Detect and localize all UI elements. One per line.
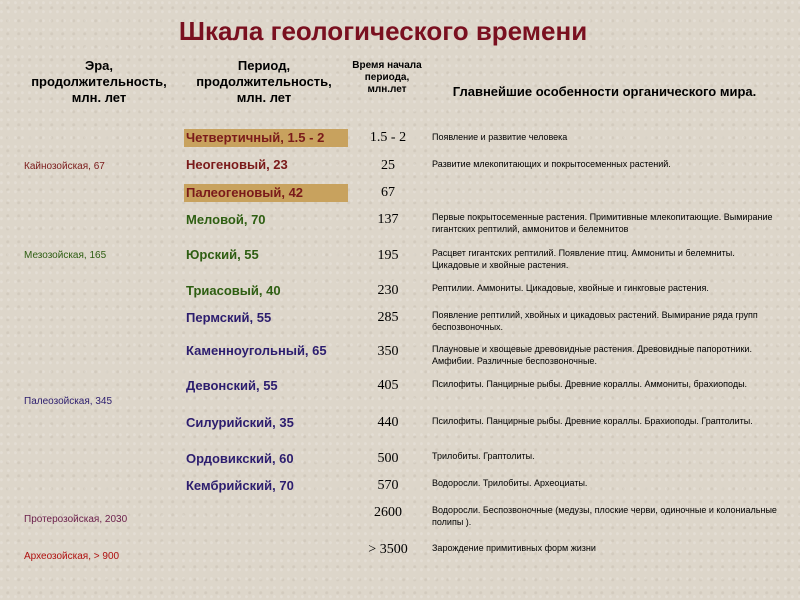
period-permian: Пермский, 55 [186, 310, 272, 325]
era-proterozoic: Протерозойская, 2030 [24, 514, 128, 525]
period-neogene: Неогеновый, 23 [186, 157, 288, 172]
header-features: Главнейшие особенности органического мира. [452, 84, 757, 99]
period-cambrian: Кембрийский, 70 [186, 478, 294, 493]
era-archean: Археозойская, > 900 [24, 551, 120, 562]
features-devonian: Псилофиты. Панцирные рыбы. Древние кораллы. Аммониты, брахиоподы. [432, 379, 748, 389]
start-cretaceous: 137 [377, 212, 399, 227]
start-archean: > 3500 [368, 542, 408, 557]
features-proterozoic: Водоросли. Беспозвоночные (медузы, плоские черви, одиночные и колониальные полипы ). [432, 505, 777, 527]
period-ordovician: Ордовикский, 60 [186, 451, 294, 466]
start-triassic: 230 [377, 283, 399, 298]
start-carboniferous: 350 [377, 344, 399, 359]
header-era: Эра, продолжительность, млн. лет [31, 58, 167, 105]
era-paleozoic: Палеозойская, 345 [24, 396, 113, 407]
period-carboniferous: Каменноугольный, 65 [186, 343, 327, 358]
features-ordovician: Трилобиты. Граптолиты. [432, 451, 535, 461]
features-cretaceous: Первые покрытосеменные растения. Примитивные млекопитающие. Вымирание гигантских рептилий, аммонитов и белемнитов [432, 212, 773, 234]
start-permian: 285 [377, 310, 399, 325]
features-jurassic: Расцвет гигантских рептилий. Появление птиц. Аммониты и белемниты. Цикадовые и хвойные растения. [432, 248, 735, 270]
start-cambrian: 570 [377, 478, 399, 493]
period-quaternary: Четвертичный, 1.5 - 2 [186, 130, 325, 145]
features-archean: Зарождение примитивных форм жизни [432, 543, 596, 553]
period-cretaceous: Меловой, 70 [186, 212, 266, 227]
features-silurian: Псилофиты. Панцирные рыбы. Древние кораллы. Брахиоподы. Граптолиты. [432, 416, 753, 426]
page-title: Шкала геологического времени [178, 16, 588, 46]
start-paleogene: 67 [381, 185, 395, 200]
features-quaternary: Появление и развитие человека [432, 132, 568, 142]
era-cenozoic: Кайнозойская, 67 [24, 161, 105, 172]
start-silurian: 440 [377, 415, 399, 430]
features-triassic: Рептилии. Аммониты. Цикадовые, хвойные и гинкговые растения. [432, 283, 709, 293]
start-devonian: 405 [377, 378, 399, 393]
header-start: Время начала периода, млн.лет [352, 60, 422, 95]
start-jurassic: 195 [377, 248, 399, 263]
start-quaternary: 1.5 - 2 [369, 130, 407, 145]
features-permian: Появление рептилий, хвойных и цикадовых растений. Вымирание ряда групп беспозвоночных. [432, 310, 758, 332]
start-proterozoic: 2600 [374, 505, 402, 520]
period-silurian: Силурийский, 35 [186, 415, 294, 430]
start-neogene: 25 [381, 158, 395, 173]
period-jurassic: Юрский, 55 [186, 247, 259, 262]
period-paleogene: Палеогеновый, 42 [186, 185, 304, 200]
period-devonian: Девонский, 55 [186, 378, 278, 393]
start-ordovician: 500 [377, 451, 399, 466]
features-cambrian: Водоросли. Трилобиты. Археоциаты. [432, 478, 588, 488]
features-neogene: Развитие млекопитающих и покрытосеменных растений. [432, 159, 671, 169]
period-triassic: Триасовый, 40 [186, 283, 281, 298]
header-period: Период, продолжительность, млн. лет [196, 58, 332, 105]
features-carboniferous: Плауновые и хвощевые древовидные растения. Древовидные папоротники. Амфибии. Различные беспозвоночные. [432, 344, 752, 366]
era-mesozoic: Мезозойская, 165 [24, 250, 107, 261]
